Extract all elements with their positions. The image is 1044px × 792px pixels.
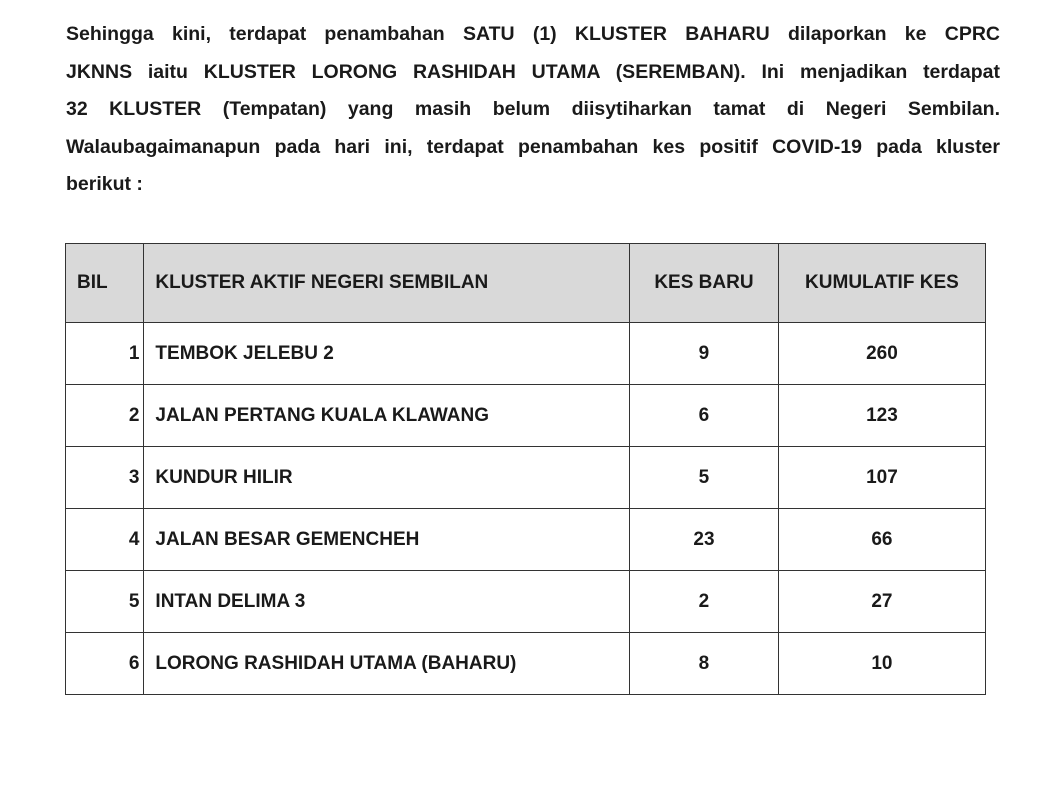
cell-cumulative-cases: 66 [778, 509, 985, 571]
cell-new-cases: 5 [630, 447, 779, 509]
cell-bil: 2 [66, 385, 144, 447]
header-cumulative-cases: KUMULATIF KES [778, 244, 985, 323]
cell-new-cases: 9 [630, 323, 779, 385]
header-cluster-name: KLUSTER AKTIF NEGERI SEMBILAN [144, 244, 630, 323]
cell-bil: 6 [66, 633, 144, 695]
cell-cumulative-cases: 10 [778, 633, 985, 695]
table-row [66, 633, 986, 695]
table-row [66, 447, 986, 509]
paragraph-line: 32 KLUSTER (Tempatan) yang masih belum diisytiharkan tamat di Negeri Sembilan. [66, 98, 1000, 120]
cell-cumulative-cases: 123 [778, 385, 985, 447]
cell-new-cases: 23 [630, 509, 779, 571]
table-row [66, 385, 986, 447]
paragraph-line: JKNNS iaitu KLUSTER LORONG RASHIDAH UTAMA (SEREMBAN). Ini menjadikan terdapat [66, 60, 1000, 83]
cell-bil: 3 [66, 447, 144, 509]
table-row [66, 509, 986, 571]
header-bil: BIL [66, 244, 144, 323]
paragraph-line: Sehingga kini, terdapat penambahan SATU (1) KLUSTER BAHARU dilaporkan ke CPRC [66, 23, 1000, 45]
intro-paragraph [66, 16, 1000, 204]
cell-cluster-name: JALAN PERTANG KUALA KLAWANG [144, 385, 630, 447]
table-row [66, 323, 986, 385]
cell-cumulative-cases: 107 [778, 447, 985, 509]
cell-bil: 4 [66, 509, 144, 571]
cell-new-cases: 2 [630, 571, 779, 633]
cell-cluster-name: TEMBOK JELEBU 2 [144, 323, 630, 385]
paragraph-line: berikut : [66, 173, 143, 195]
paragraph-line: Walaubagaimanapun pada hari ini, terdapat penambahan kes positif COVID-19 pada kluster [66, 135, 1000, 158]
cell-cumulative-cases: 260 [778, 323, 985, 385]
cluster-table [65, 243, 986, 695]
cell-bil: 1 [66, 323, 144, 385]
cell-bil: 5 [66, 571, 144, 633]
cell-new-cases: 6 [630, 385, 779, 447]
cell-cluster-name: JALAN BESAR GEMENCHEH [144, 509, 630, 571]
cell-cluster-name: LORONG RASHIDAH UTAMA (BAHARU) [144, 633, 630, 695]
table-row [66, 571, 986, 633]
header-new-cases: KES BARU [630, 244, 779, 323]
cell-cluster-name: KUNDUR HILIR [144, 447, 630, 509]
table-header-row [66, 244, 986, 323]
cell-cluster-name: INTAN DELIMA 3 [144, 571, 630, 633]
cell-cumulative-cases: 27 [778, 571, 985, 633]
cell-new-cases: 8 [630, 633, 779, 695]
